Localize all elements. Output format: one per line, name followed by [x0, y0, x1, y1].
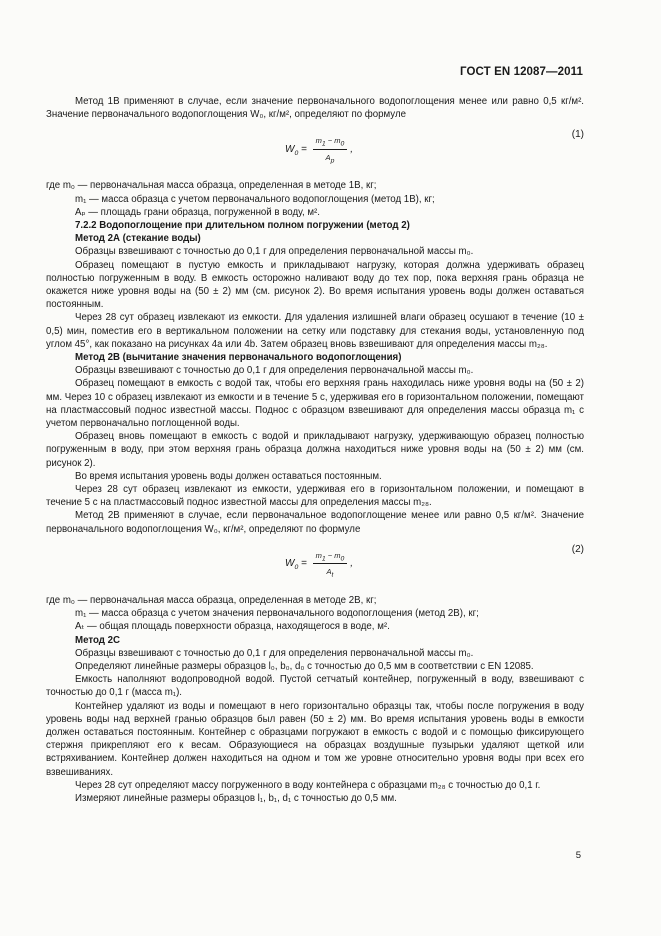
- paragraph: Образец вновь помещают в емкость с водой и прикладывают нагрузку, удерживающую образец полностью погруженным в воду, при этом верхняя грань образца должна находиться ниже уровня воды на (50 ± 2) мм (см. рисунок 2).: [46, 431, 584, 469]
- formula-1: [46, 126, 584, 166]
- page-number: 5: [575, 850, 581, 861]
- paragraph: Емкость наполняют водопроводной водой. Пустой сетчатый контейнер, погруженный в воду, взвешивают с точностью до 0,1 г (масса m₁).: [46, 674, 584, 699]
- formula-lhs: $W_0$: [285, 557, 299, 571]
- paragraph: Определяют линейные размеры образцов l₀, b₀, d₀ с точностью до 0,5 мм в соответствии с EN 12085.: [75, 660, 534, 672]
- formula-fraction: [313, 134, 348, 163]
- formula-denominator: $A_t$: [326, 567, 334, 579]
- formula-fraction: [313, 549, 348, 578]
- paragraph: Во время испытания уровень воды должен оставаться постоянным.: [75, 470, 382, 482]
- formula-expression: $W_0$ = $\frac{m_1 - m_0}{A_p}$ ,: [285, 136, 354, 165]
- paragraph: Образцы взвешивают с точностью до 0,1 г для определения первоначальной массы m₀.: [75, 647, 474, 659]
- formula-number: (2): [571, 543, 584, 555]
- method-title: Метод 2С: [75, 634, 120, 646]
- paragraph: Через 28 сут образец извлекают из емкости, удерживая его в горизонтальном положении, и помещают в течение 5 с на пластмассовый поднос известной массы для определения массы m₂₈.: [46, 484, 584, 509]
- method-title: Метод 2А (стекание воды): [75, 233, 201, 245]
- where-line: где m₀ — первоначальная масса образца, определенная в методе 1В, кг;: [46, 180, 377, 192]
- paragraph: Контейнер удаляют из воды и помещают в него горизонтально образцы так, чтобы после погружения в воду уровень воды над верхней гранью образцов был равен (50 ± 2) мм. Во время испытания уровень воды в емкости должен оставаться постоянным. Контейнер с образцами погружают в емкость с водой и с помощью фиксирующего стержня прикрепляют его к весам. Образующиеся на образцах воздушные пузырьки удаляют щеткой или встряхиванием. Контейнер должен находиться на одном и том же уровне относительно уровня воды при всех его взвешиваниях.: [46, 700, 584, 778]
- document-body: [46, 95, 584, 805]
- formula-numerator: $m_1 - m_0$: [313, 134, 348, 149]
- paragraph: Образцы взвешивают с точностью до 0,1 г для определения первоначальной массы m₀.: [75, 365, 474, 377]
- formula-denominator: $A_p$: [325, 152, 335, 165]
- where-line: где m₀ — первоначальная масса образца, определенная в методе 2В, кг;: [46, 594, 377, 606]
- paragraph: Через 28 сут определяют массу погруженного в воду контейнера с образцами m₂₈ с точностью до 0,1 г.: [75, 779, 541, 791]
- paragraph: Образец помещают в емкость с водой так, чтобы его верхняя грань находилась ниже уровня воды на (50 ± 2) мм. Через 10 с образец извлекают из емкости и в течение 5 с, удерживая его в горизонтальном положении, помещают на пластмассовый поднос известной массы. Поднос с образцом взвешивают для определения массы образца m₁ с учетом первоначально поглощенной воды.: [46, 378, 584, 430]
- where-line: m₁ — масса образца с учетом первоначального водопоглощения (метод 1В), кг;: [75, 193, 435, 205]
- where-line: m₁ — масса образца с учетом значения первоначального водопоглощения (метод 2В), кг;: [75, 608, 479, 620]
- section-heading: 7.2.2 Водопоглощение при длительном полном погружении (метод 2): [75, 220, 410, 232]
- formula-2: [46, 541, 584, 581]
- standard-header: ГОСТ EN 12087—2011: [460, 66, 583, 78]
- where-line: Aₜ — общая площадь поверхности образца, находящегося в воде, м².: [75, 621, 390, 633]
- paragraph: Образцы взвешивают с точностью до 0,1 г для определения первоначальной массы m₀.: [75, 246, 474, 258]
- formula-expression: $W_0$ = $\frac{m_1 - m_0}{A_t}$ ,: [285, 550, 354, 579]
- paragraph: Метод 2В применяют в случае, если первоначальное водопоглощение менее или равно 0,5 кг/м². Значение первоначального водопоглощения W₀, кг/м², определяют по формуле: [46, 510, 584, 535]
- formula-number: (1): [571, 129, 584, 141]
- paragraph: Метод 1В применяют в случае, если значение первоначального водопоглощения менее или равно 0,5 кг/м². Значение первоначального водопоглощения W₀, кг/м², определяют по формуле: [46, 96, 584, 121]
- paragraph: Измеряют линейные размеры образцов l₁, b₁, d₁ с точностью до 0,5 мм.: [75, 792, 397, 804]
- method-title: Метод 2В (вычитание значения первоначального водопоглощения): [75, 352, 402, 364]
- paragraph: Через 28 сут образец извлекают из емкости. Для удаления излишней влаги образец осушают в течение (10 ± 0,5) мин, поместив его в вертикальном положении на сетку или подставку для стекания воды, установленную под углом 45°, как показано на рисунках 4а или 4b. Затем образец вновь взвешивают для определения массы m₂₈.: [46, 312, 584, 350]
- formula-numerator: $m_1 - m_0$: [313, 549, 348, 564]
- formula-lhs: $W_0$: [285, 143, 299, 157]
- where-line: Aₚ — площадь грани образца, погруженной в воду, м².: [75, 206, 320, 218]
- paragraph: Образец помещают в пустую емкость и прикладывают нагрузку, которая должна удерживать образец полностью погруженным в воду. В емкость осторожно наливают воду до тех пор, пока верхняя грань образца не окажется ниже уровня воды на (50 ± 2) мм (см. рисунок 2). Во время испытания уровень воды должен оставаться постоянным.: [46, 259, 584, 311]
